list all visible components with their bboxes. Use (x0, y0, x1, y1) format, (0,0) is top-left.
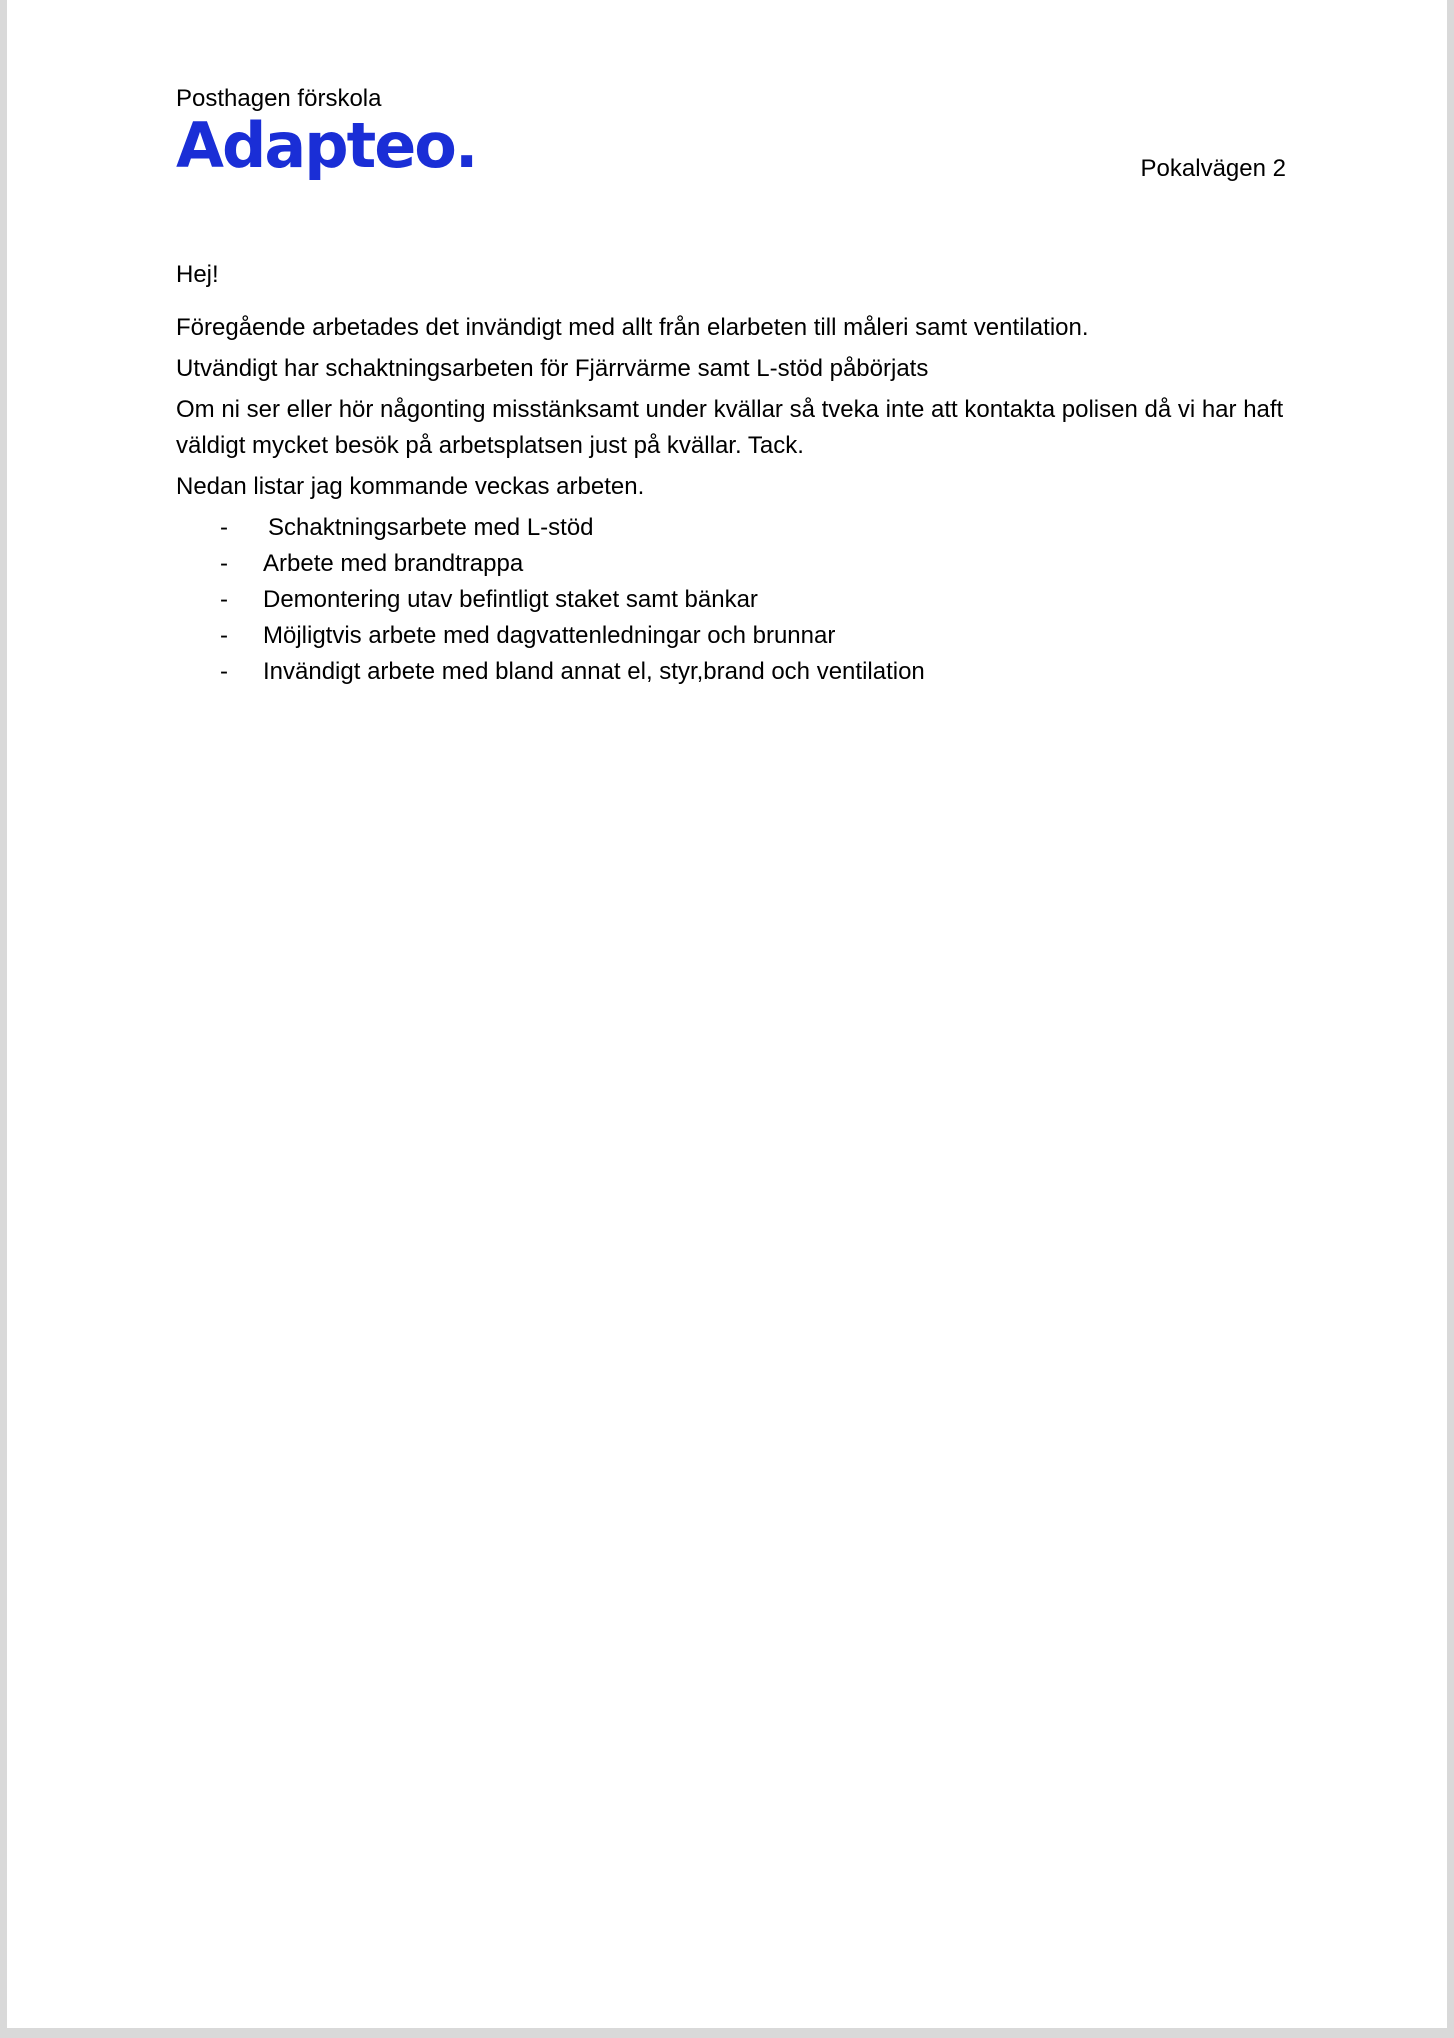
list-item-text: Invändigt arbete med bland annat el, styr,brand och ventilation (263, 658, 925, 685)
list-marker: - (220, 622, 228, 649)
list-marker: - (220, 586, 228, 613)
list-marker: - (220, 514, 228, 541)
document-page (7, 0, 1447, 2028)
list-item (176, 654, 1306, 690)
paragraph: Föregående arbetades det invändigt med allt från elarbeten till måleri samt ventilation. (176, 314, 1089, 341)
adapteo-logo: Adapteo. (176, 109, 477, 182)
list-item-text: Schaktningsarbete med L-stöd (268, 514, 594, 541)
list-item (176, 582, 1306, 618)
paragraph: Utvändigt har schaktningsarbeten för Fjärrvärme samt L-stöd påbörjats (176, 355, 929, 382)
paragraph: Om ni ser eller hör någonting misstänksamt under kvällar så tveka inte att kontakta polisen då vi har haft väldigt mycket besök på arbetsplatsen just på kvällar. Tack. (176, 396, 1284, 459)
paragraph: Nedan listar jag kommande veckas arbeten. (176, 473, 645, 500)
list-item (176, 510, 1306, 546)
list-marker: - (220, 658, 228, 685)
letter-body (176, 257, 1306, 690)
school-name: Posthagen förskola (176, 85, 382, 112)
list-item-text: Arbete med brandtrappa (263, 550, 524, 577)
address: Pokalvägen 2 (1140, 155, 1286, 182)
list-item-text: Demontering utav befintligt staket samt bänkar (263, 586, 758, 613)
list-item-text: Möjligtvis arbete med dagvattenledningar och brunnar (263, 622, 836, 649)
letter-header (176, 82, 1286, 192)
list-item (176, 546, 1306, 582)
list-item (176, 618, 1306, 654)
greeting: Hej! (176, 261, 219, 288)
list-marker: - (220, 550, 228, 577)
work-list (176, 510, 1306, 690)
